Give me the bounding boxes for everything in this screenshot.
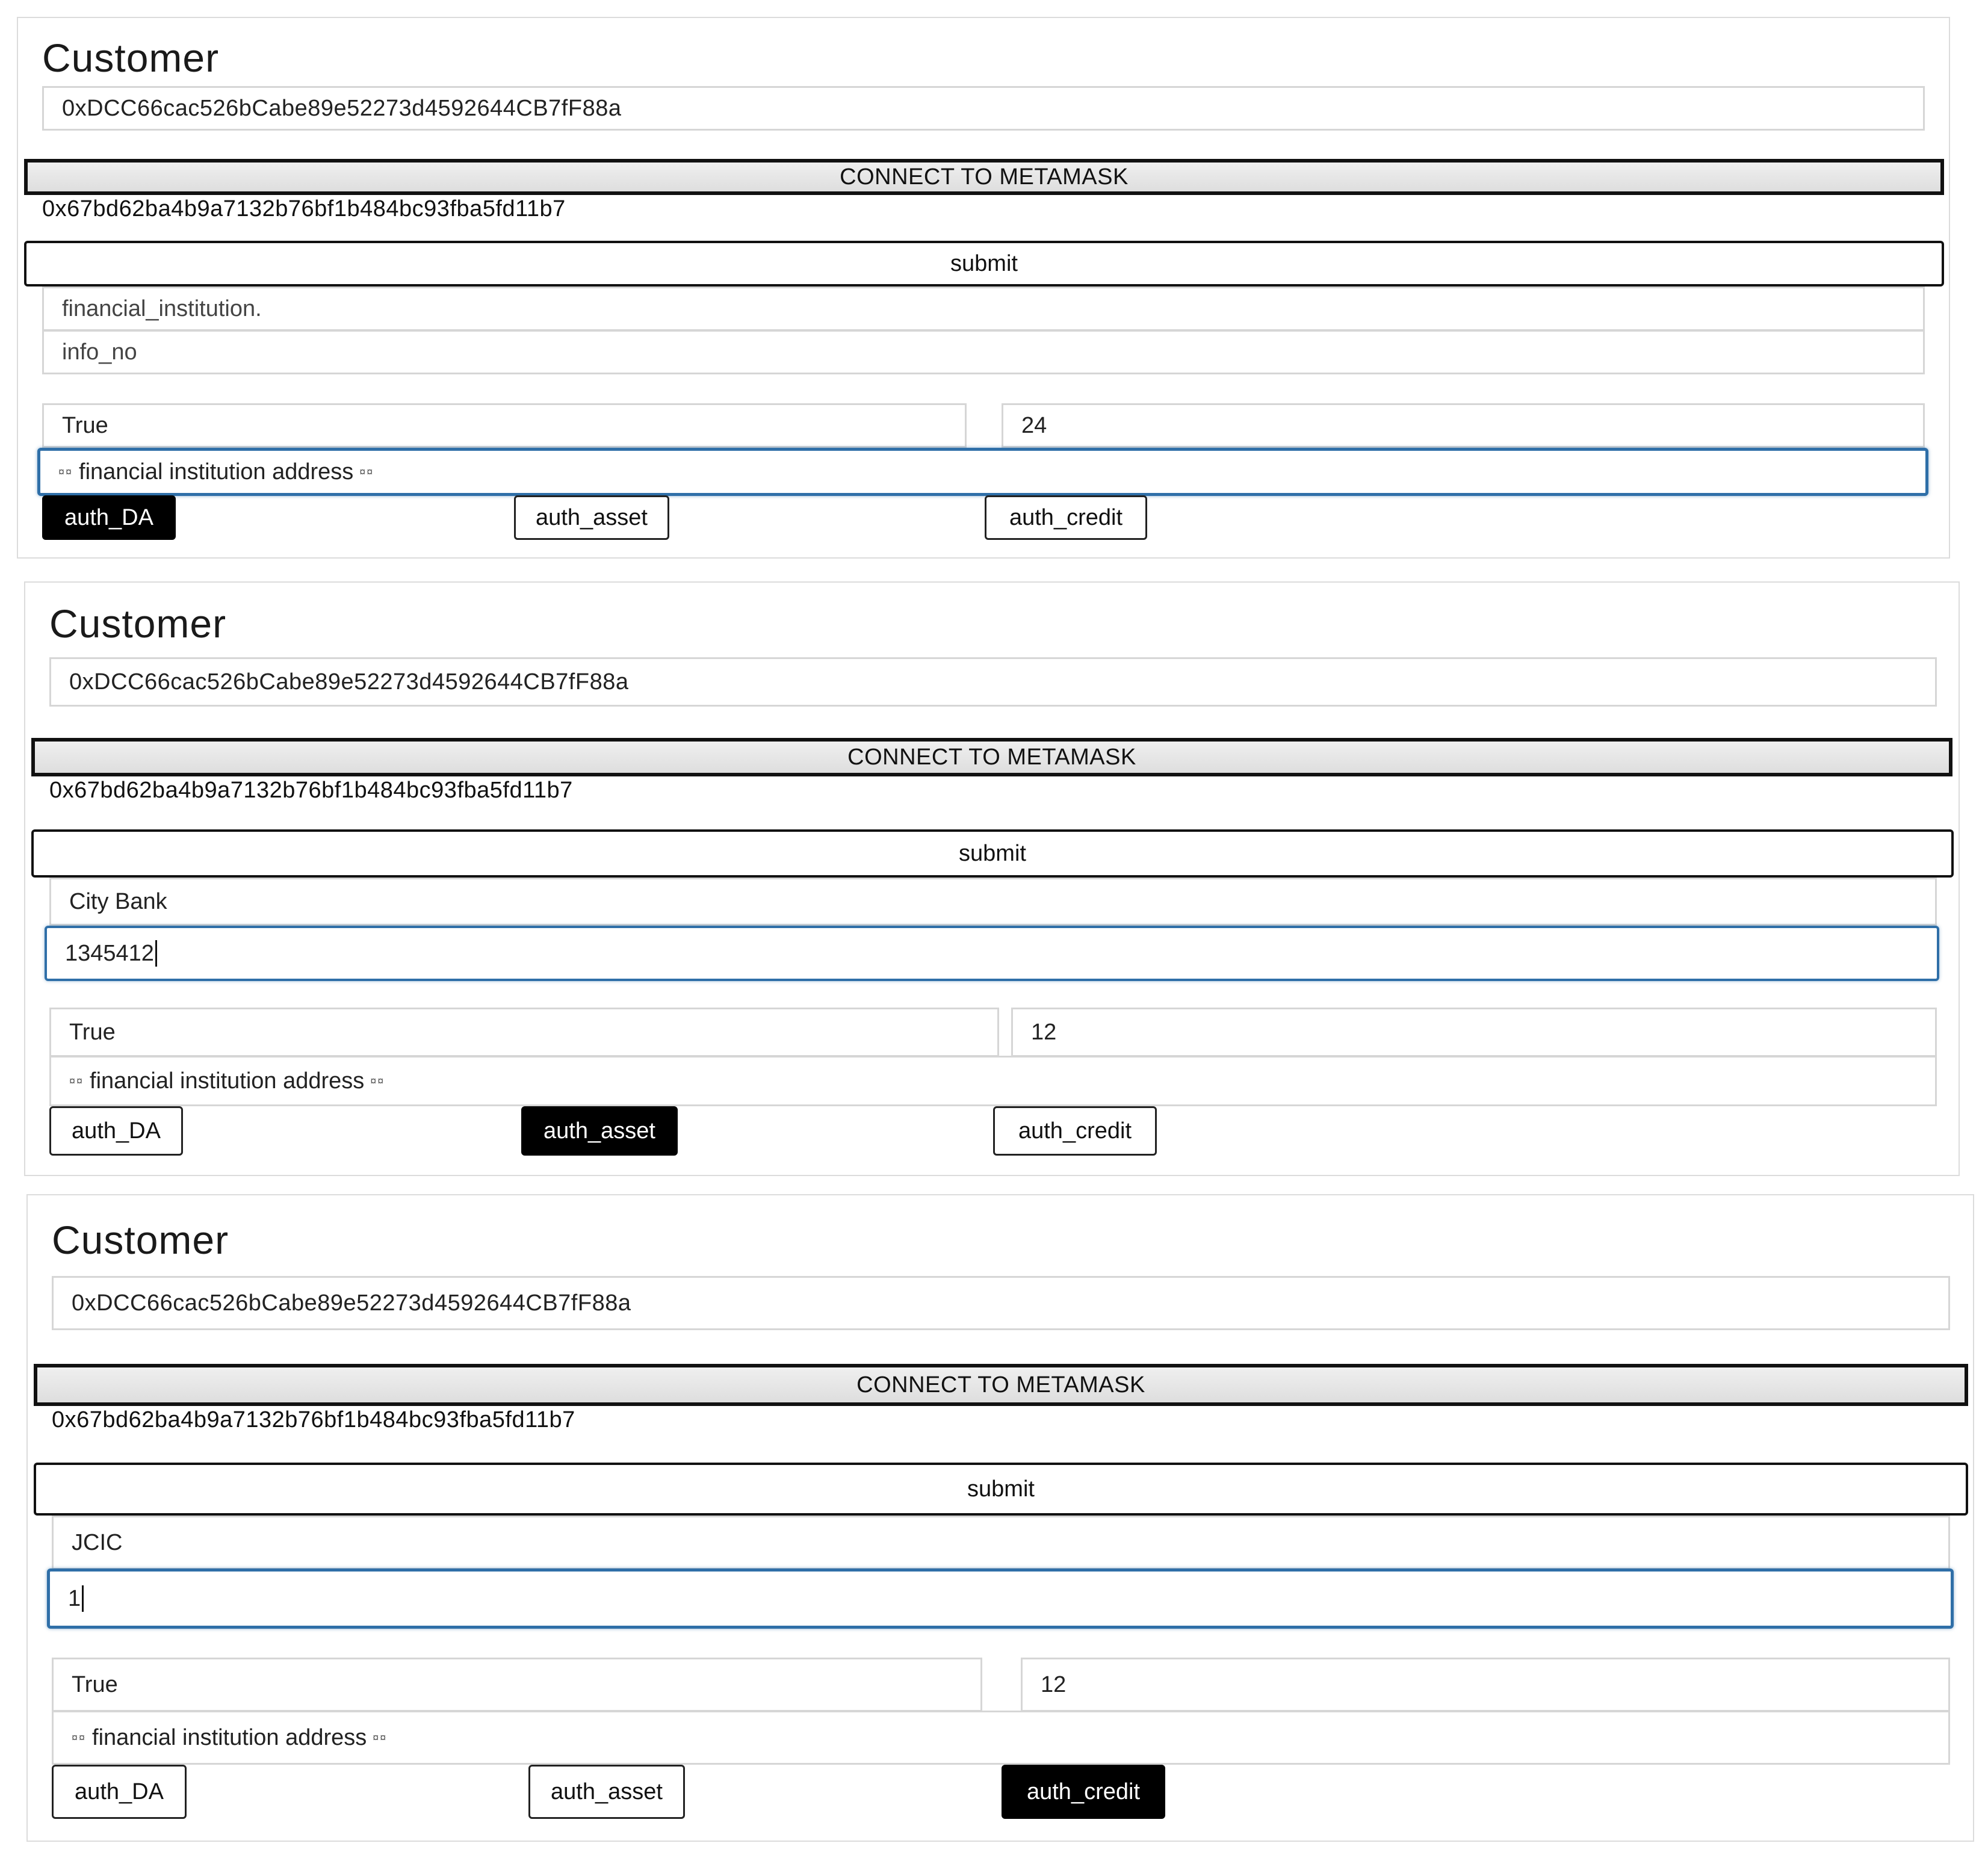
connect-metamask-button[interactable]: CONNECT TO METAMASK — [34, 1364, 1968, 1406]
financial-institution-input[interactable]: JCIC — [52, 1516, 1950, 1570]
info-no-value: 1345412 — [65, 940, 154, 966]
dots-icon: ¤¤ — [370, 1074, 385, 1087]
auth-asset-button[interactable]: auth_asset — [514, 495, 669, 540]
dots-icon: ¤¤ — [69, 1074, 84, 1087]
submit-button[interactable]: submit — [31, 829, 1954, 878]
bool-result-field: True — [49, 1008, 999, 1057]
auth-credit-button[interactable]: auth_credit — [1002, 1765, 1165, 1819]
customer-address-input[interactable]: 0xDCC66cac526bCabe89e52273d4592644CB7fF88a — [42, 86, 1925, 131]
number-result-field: 12 — [1011, 1008, 1937, 1057]
customer-address-input[interactable]: 0xDCC66cac526bCabe89e52273d4592644CB7fF88a — [49, 657, 1937, 707]
text-cursor — [82, 1585, 84, 1612]
fi-address-label: financial institution address — [92, 1724, 367, 1750]
connect-metamask-button[interactable]: CONNECT TO METAMASK — [24, 159, 1944, 195]
auth-da-button[interactable]: auth_DA — [42, 495, 176, 540]
auth-da-button[interactable]: auth_DA — [49, 1106, 183, 1156]
fi-address-input[interactable] — [52, 1711, 1950, 1765]
auth-credit-button[interactable]: auth_credit — [993, 1106, 1157, 1156]
auth-asset-button[interactable]: auth_asset — [521, 1106, 678, 1156]
connected-account-address: 0x67bd62ba4b9a7132b76bf1b484bc93fba5fd11b7 — [49, 778, 573, 803]
fi-address-input[interactable] — [37, 448, 1928, 496]
auth-da-button[interactable]: auth_DA — [52, 1765, 187, 1819]
bool-result-field: True — [42, 403, 967, 448]
submit-button[interactable]: submit — [24, 241, 1944, 286]
connect-metamask-button[interactable]: CONNECT TO METAMASK — [31, 738, 1952, 776]
text-cursor — [155, 940, 157, 967]
customer-panel-3 — [26, 1194, 1974, 1842]
info-no-input[interactable] — [45, 926, 1939, 981]
submit-button[interactable]: submit — [34, 1463, 1968, 1516]
fi-address-label: financial institution address — [79, 459, 354, 485]
dots-icon: ¤¤ — [359, 465, 374, 478]
financial-institution-input[interactable]: City Bank — [49, 878, 1937, 926]
info-no-input[interactable] — [47, 1569, 1954, 1629]
fi-address-input[interactable] — [49, 1056, 1937, 1106]
customer-panel-2 — [24, 581, 1960, 1176]
number-result-field: 24 — [1002, 403, 1925, 448]
auth-asset-button[interactable]: auth_asset — [528, 1765, 685, 1819]
page-title: Customer — [49, 601, 227, 646]
bool-result-field: True — [52, 1658, 982, 1712]
connected-account-address: 0x67bd62ba4b9a7132b76bf1b484bc93fba5fd11b7 — [42, 196, 566, 221]
dots-icon: ¤¤ — [58, 465, 73, 478]
number-result-field: 12 — [1021, 1658, 1950, 1712]
connected-account-address: 0x67bd62ba4b9a7132b76bf1b484bc93fba5fd11b7 — [52, 1407, 575, 1432]
customer-panel-1 — [17, 17, 1950, 559]
page-title: Customer — [52, 1218, 229, 1262]
dots-icon: ¤¤ — [373, 1731, 388, 1744]
page-title: Customer — [42, 36, 220, 80]
auth-credit-button[interactable]: auth_credit — [985, 495, 1147, 540]
financial-institution-input[interactable]: financial_institution. — [42, 286, 1925, 331]
info-no-input[interactable]: info_no — [42, 330, 1925, 374]
customer-address-input[interactable]: 0xDCC66cac526bCabe89e52273d4592644CB7fF88a — [52, 1276, 1950, 1330]
dots-icon: ¤¤ — [72, 1731, 87, 1744]
info-no-value: 1 — [68, 1585, 81, 1611]
fi-address-label: financial institution address — [90, 1068, 365, 1094]
